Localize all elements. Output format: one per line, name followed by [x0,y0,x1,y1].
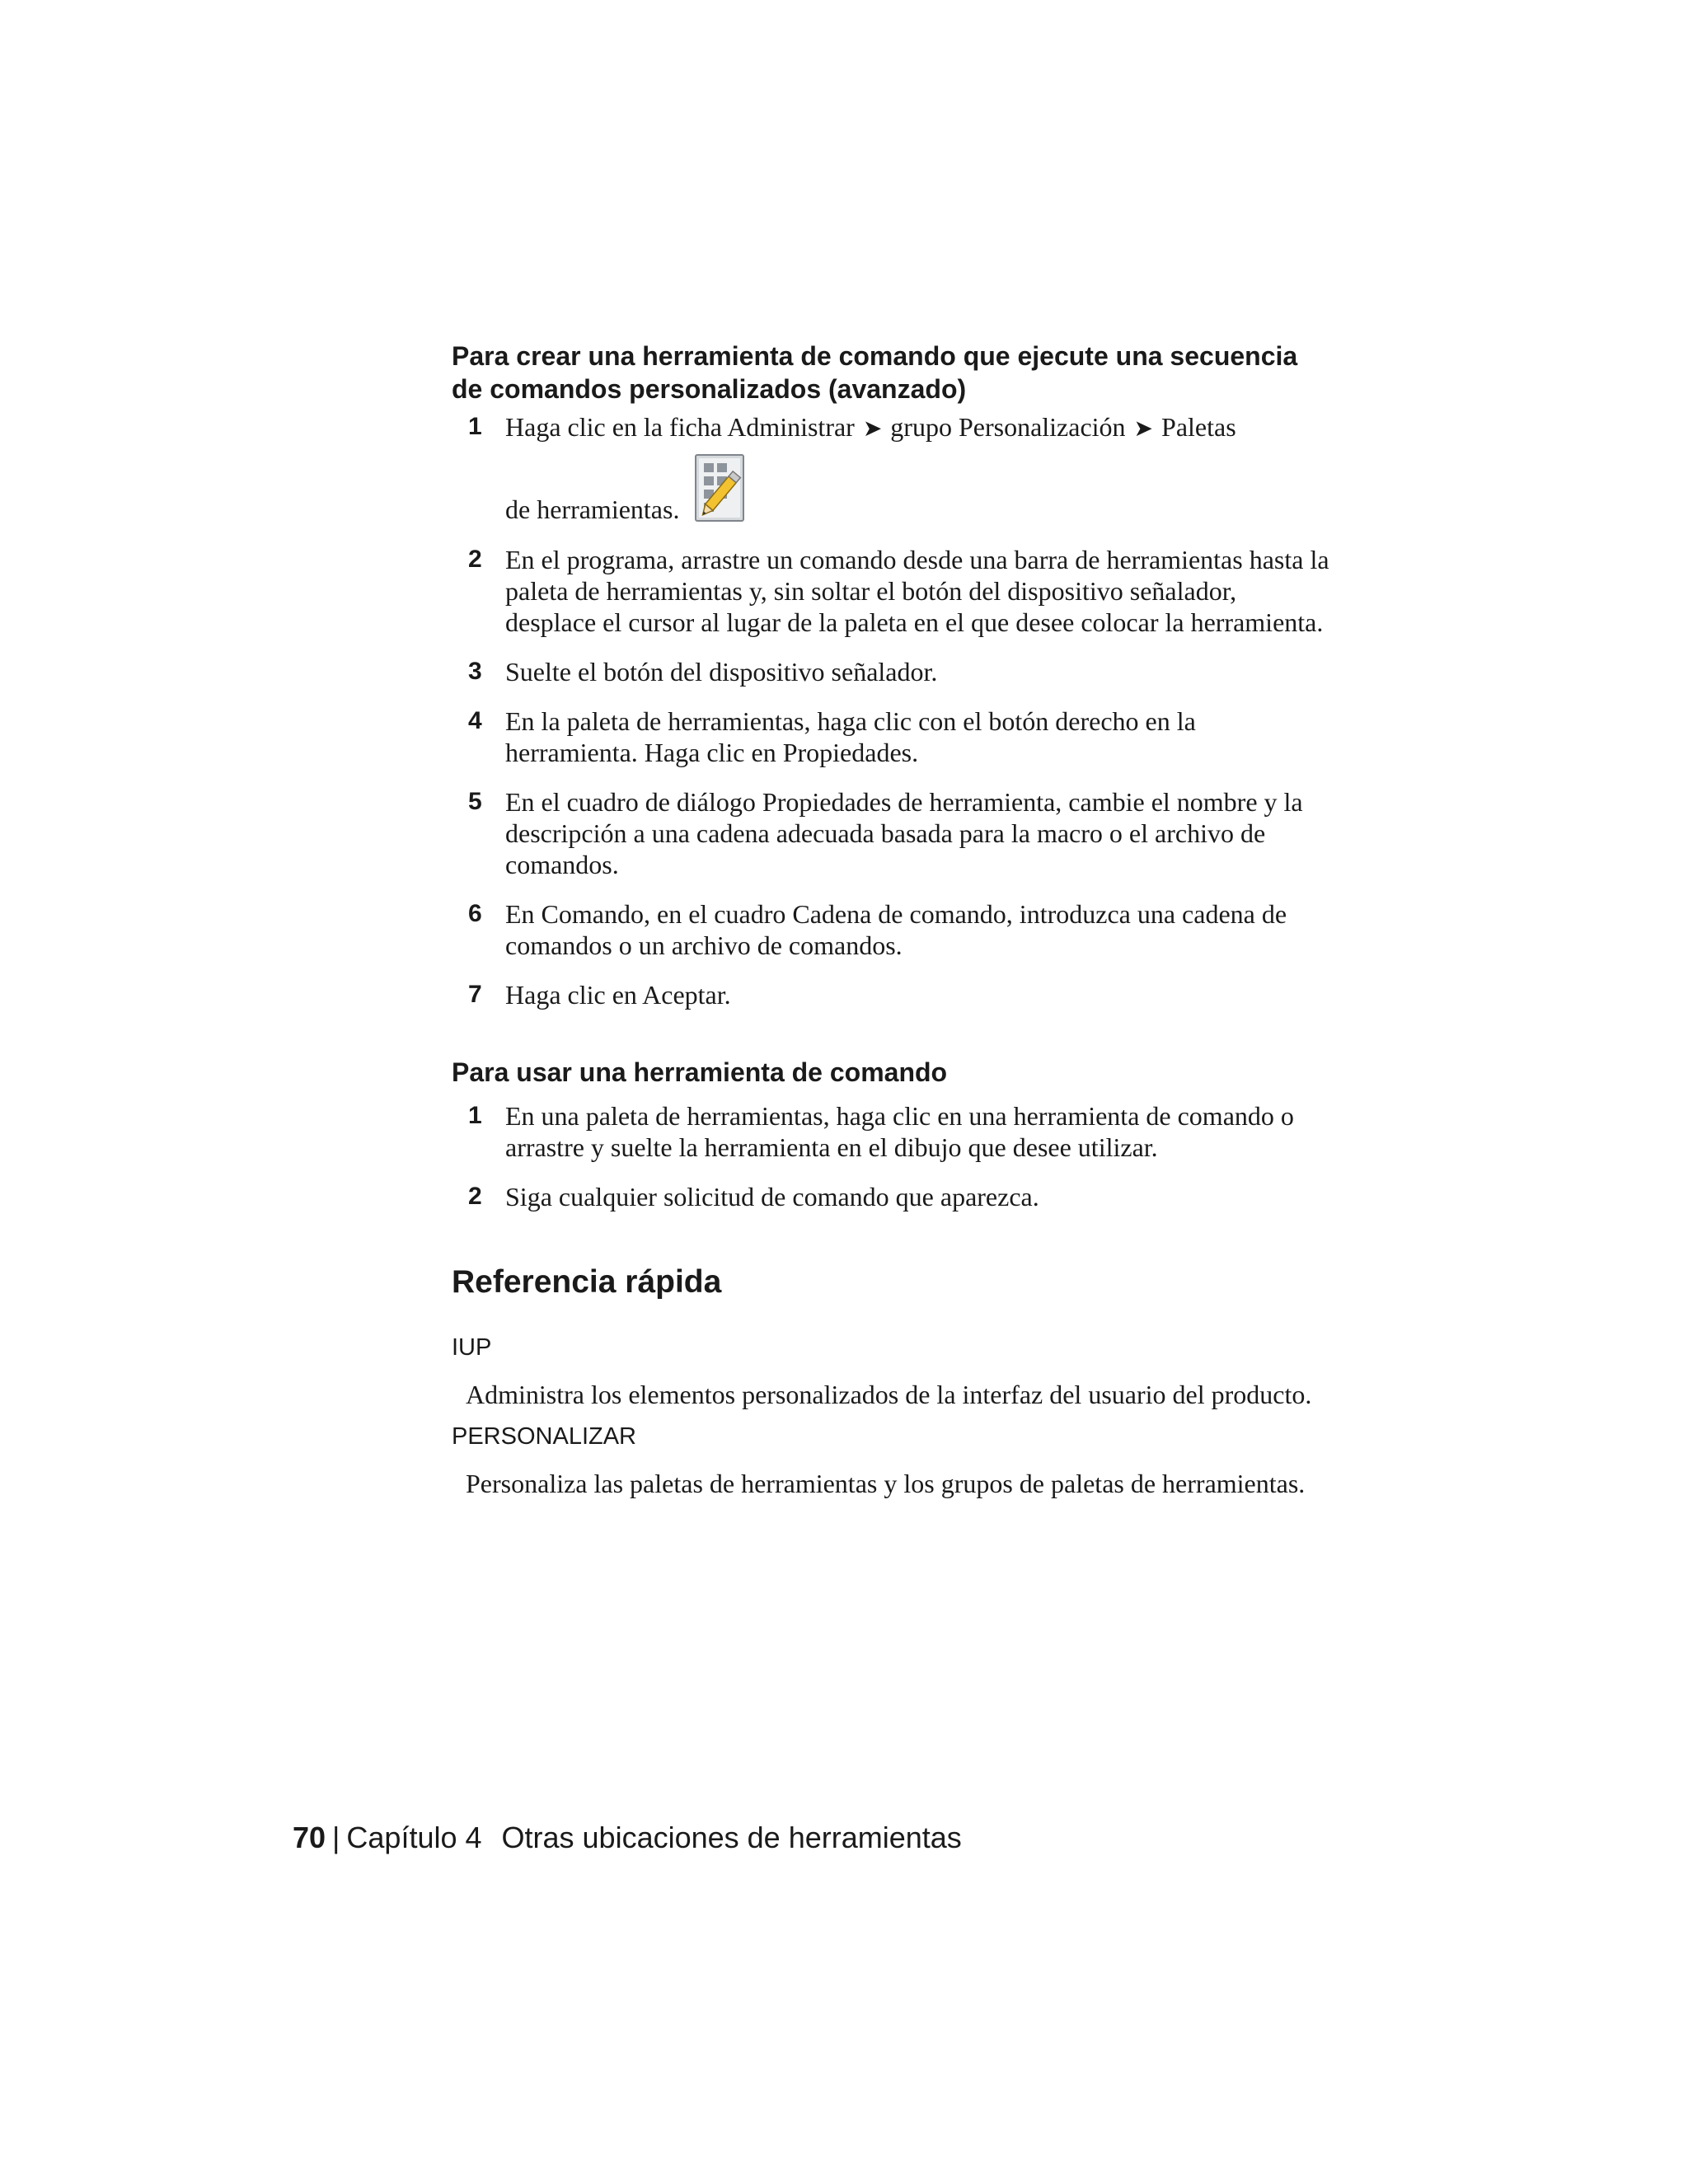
step-item [452,544,1334,638]
step-text: En la paleta de herramientas, haga clic con el botón derecho en la herramienta. Haga clic en Propiedades. [505,706,1196,767]
footer-separator: | [332,1821,340,1854]
step-number: 7 [468,981,482,1008]
step-text-part: Haga clic en la ficha Administrar [505,412,855,442]
step-item [452,705,1334,768]
step-item [452,898,1334,961]
step-text: Haga clic en Aceptar. [505,980,731,1010]
arrow-right-icon: ➤ [862,415,883,442]
step-item [452,786,1334,880]
tool-palettes-icon-graphic [691,452,755,526]
step-number: 3 [468,658,482,685]
step-number: 1 [468,1102,482,1129]
step-number: 2 [468,546,482,573]
arrow-right-icon: ➤ [1133,415,1154,442]
chapter-title: Otras ubicaciones de herramientas [501,1821,962,1854]
step-number: 1 [468,413,482,440]
step-item [452,1100,1334,1163]
procedure1-steps [452,410,1334,1010]
page-footer [293,1820,962,1856]
reference-command-description: Personaliza las paletas de herramientas y los grupos de paletas de herramientas. [466,1469,1306,1498]
step-text-part: grupo Personalización [890,412,1126,442]
step-number: 5 [468,788,482,815]
tool-palettes-icon [691,452,755,526]
step-text: En el cuadro de diálogo Propiedades de herramienta, cambie el nombre y la descripción a una cadena adecuada basada para la macro o el archivo de comandos. [505,787,1303,879]
reference-command-description: Administra los elementos personalizados de la interfaz del usuario del producto. [466,1380,1312,1409]
step-item [452,410,1334,526]
step-text: En Comando, en el cuadro Cadena de comando, introduzca una cadena de comandos o un archivo de comandos. [505,899,1287,960]
procedure-heading-use-command-tool: Para usar una herramienta de comando [452,1057,948,1087]
step-text: En una paleta de herramientas, haga clic en una herramienta de comando o arrastre y suelte la herramienta en el dibujo que desee utilizar. [505,1101,1294,1162]
step-text: Suelte el botón del dispositivo señalador. [505,657,938,687]
step-text: Siga cualquier solicitud de comando que aparezca. [505,1182,1039,1212]
step-number: 4 [468,707,482,734]
step-item [452,979,1334,1010]
reference-command-name: IUP [452,1334,492,1361]
procedure2-steps [452,1100,1334,1212]
step-item [452,1181,1334,1212]
step-item [452,656,1334,687]
chapter-label: Capítulo 4 [346,1821,482,1854]
step-number: 6 [468,900,482,927]
step-text-part: Paletas [1161,412,1236,442]
step-text: En el programa, arrastre un comando desde una barra de herramientas hasta la paleta de herramientas y, sin soltar el botón del dispositivo señalador, desplace el cursor al lugar de la paleta en el que desee colocar la herramienta. [505,545,1329,637]
page-content [452,340,1334,1499]
procedure-heading-create-command-tool: Para crear una herramienta de comando que ejecute una secuencia de comandos personalizados (avanzado) [452,341,1298,404]
section-title-quick-reference: Referencia rápida [452,1264,722,1300]
step-text-part: de herramientas. [505,494,680,524]
page-number: 70 [293,1821,326,1854]
step-number: 2 [468,1183,482,1210]
reference-command-name: PERSONALIZAR [452,1423,636,1450]
